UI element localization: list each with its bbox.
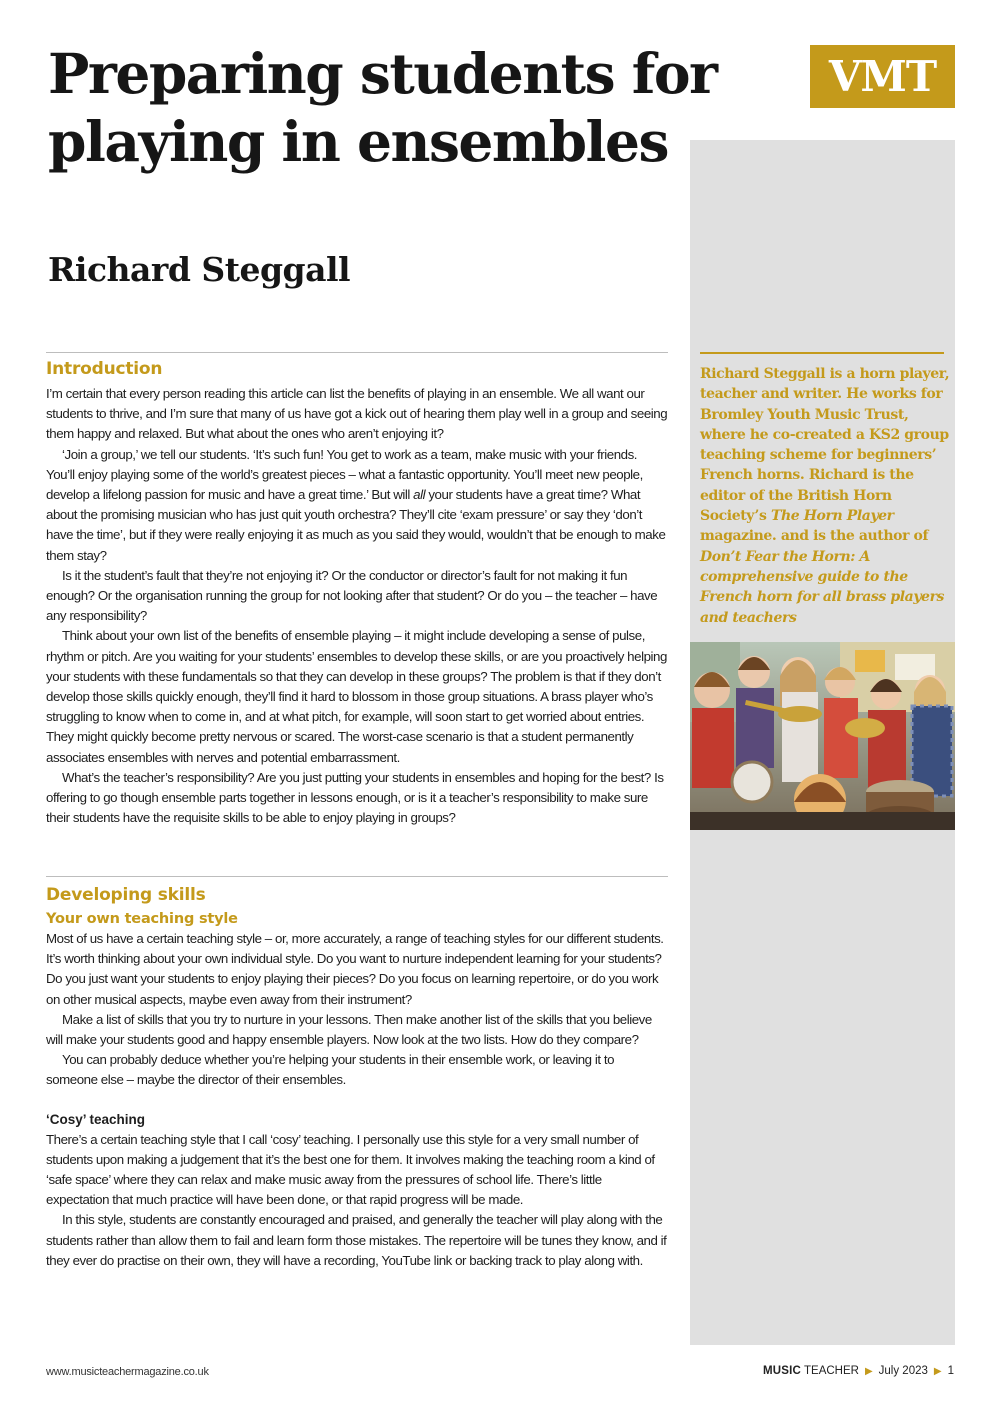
footer-magazine-rest: TEACHER bbox=[804, 1365, 859, 1377]
intro-paragraph-5: What’s the teacher’s responsibility? Are you just putting your students in ensembles and hoping for the best? Is offering to go though ensemble parts together in lessons enough, or is it a teacher’s responsibility to make sure their students have the requisite skills to be able to enjoy playing in groups? bbox=[46, 769, 664, 826]
intro-paragraph-3: Is it the student’s fault that they’re not enjoying it? Or the conductor or director’s fault for not making it fun enough? Or the organisation running the group for not looking after that student? Or do you – the teacher – have any responsibility? bbox=[46, 567, 658, 624]
section-divider bbox=[46, 876, 668, 877]
intro-paragraph-2 bbox=[46, 445, 668, 566]
introduction-section bbox=[46, 352, 668, 828]
footer-magazine-name bbox=[763, 1365, 859, 1377]
footer-date: July 2023 bbox=[878, 1365, 928, 1377]
bio-italic-2: Don’t Fear the Horn: A comprehensive guide to the French horn for all brass players and teachers bbox=[700, 548, 945, 626]
triangle-icon: ▶ bbox=[864, 1365, 873, 1377]
cosy-paragraph-1: There’s a certain teaching style that I call ‘cosy’ teaching. I personally use this style for a very small number of students upon making a judgement that it’s the best one for them. It involves making the teaching room a kind of ‘safe space’ where they can relax and make music away from the pressures of school life. There’s little expectation that much practice will have been done, or that rapid progress will be made. bbox=[46, 1131, 655, 1208]
vmt-logo: VMT bbox=[810, 45, 955, 108]
cosy-teaching-heading: ‘Cosy’ teaching bbox=[46, 1111, 146, 1127]
skills-paragraph-1: Most of us have a certain teaching style – or, more accurately, a range of teaching styles for our different students. It’s worth thinking about your own individual style. Do you want to nurture independent learning for your students? Do you just want your students to enjoy playing their pieces? Do you focus on learning repertoire, or do you work on other musical aspects, maybe even away from their instrument? bbox=[46, 931, 664, 1007]
bio-divider bbox=[700, 352, 944, 354]
skills-paragraph-3: You can probably deduce whether you’re helping your students in their ensemble work, or leaving it to someone else – maybe the director of their ensembles. bbox=[46, 1052, 615, 1088]
teaching-style-subheading: Your own teaching style bbox=[46, 911, 238, 927]
author-bio bbox=[700, 364, 950, 628]
footer-website-link[interactable]: www.musicteachermagazine.co.uk bbox=[46, 1366, 209, 1378]
intro-p2-text-b: your students have a great time? What about the promising musician who has just quit youth orchestra? They’ll cite ‘exam pressure’ or say they ‘don’t have the time’, but if they were really enjoying it as much as you said they would, wouldn’t that be enough to make them stay? bbox=[46, 487, 666, 563]
cosy-paragraph-2: In this style, students are constantly encouraged and praised, and generally the teacher will play along with the students rather than allow them to fail and learn form those mistakes. The repertoire will be tunes they know, and if they ever do practise on their own, they will have a recording, YouTube link or backing track to play along with. bbox=[46, 1212, 667, 1268]
skills-paragraph-2: Make a list of skills that you try to nurture in your lessons. Then make another list of the skills that you believe will make your students good and happy ensemble players. Now look at the two lists. How do they compare? bbox=[46, 1011, 652, 1048]
footer-info bbox=[763, 1365, 954, 1377]
developing-skills-heading: Developing skills bbox=[46, 885, 206, 905]
intro-p2-emphasis: all bbox=[413, 487, 426, 503]
intro-p2-text-a: ‘Join a group,’ we tell our students. ‘It’s such fun! You get to work as a team, make music with your friends. You’ll enjoy playing some of the world’s greatest pieces – what a fantastic opportunity. You’ll meet new people, develop a lifelong passion for music and have a great time.’ But will bbox=[46, 446, 643, 503]
intro-paragraph-4: Think about your own list of the benefits of ensemble playing – it might include developing a sense of pulse, rhythm or pitch. Are you waiting for your students’ ensembles to develop these skills, or are you proactively helping your students with these fundamentals so that they can develop in these groups? The problem is that if they don’t develop those skills quickly enough, they’ll find it hard to blossom in those group situations. A brass player who’s struggling to know when to come in, and at what pitch, for example, will soon start to get worried about entries. They might quickly become pretty nervous or scared. The worst-case scenario is that a student permanently associates ensembles with nerves and potential embarrassment. bbox=[46, 628, 667, 765]
bio-italic-1: The Horn Player bbox=[770, 508, 894, 525]
ensemble-photo bbox=[690, 642, 955, 830]
triangle-icon: ▶ bbox=[933, 1365, 942, 1377]
bio-text-1: Richard Steggall is a horn player, teacher and writer. He works for Bromley Youth Music Trust, where he co-created a KS2 group teaching scheme for beginners’ French horns. Richard is the editor of the British Horn Society’s bbox=[700, 366, 950, 525]
intro-paragraph-1: I’m certain that every person reading this article can list the benefits of playing in an ensemble. We all want our students to thrive, and I’m sure that many of us have got a kick out of hearing them play well in a group and seeing them happy and relaxed. But what about the ones who aren’t enjoying it? bbox=[46, 386, 668, 442]
footer-page-number: 1 bbox=[947, 1365, 954, 1377]
section-divider bbox=[46, 352, 668, 353]
author-name: Richard Steggall bbox=[48, 250, 351, 289]
introduction-heading: Introduction bbox=[46, 359, 163, 379]
developing-skills-section bbox=[46, 876, 668, 1271]
footer-magazine-bold: MUSIC bbox=[762, 1365, 801, 1377]
article-title: Preparing students for playing in ensembles bbox=[48, 41, 717, 174]
bio-text-2: magazine. and is the author of bbox=[700, 528, 929, 545]
